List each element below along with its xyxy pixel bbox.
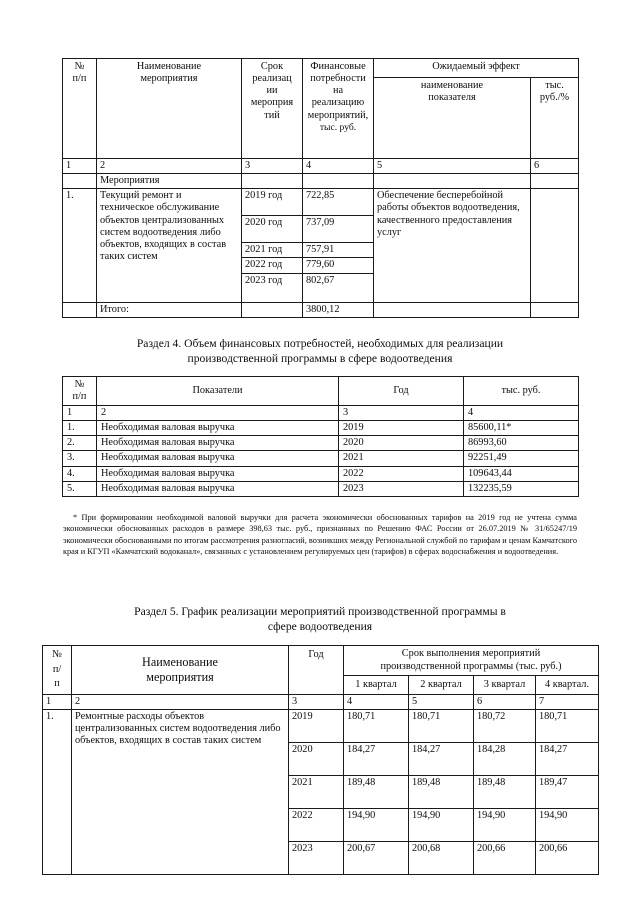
table1-num-5: 5 (374, 159, 531, 174)
table-row (63, 481, 579, 496)
table2-num-4: 4 (464, 406, 579, 421)
measures-financial-needs-table (62, 58, 579, 318)
table1-num-2: 2 (97, 159, 242, 174)
table1-col-effect-unit-line1: тыс. (545, 80, 564, 91)
table1-group-period (242, 174, 303, 189)
table3-col-schedule-group (344, 646, 599, 676)
table1-group-unit (531, 174, 579, 189)
table3-col-name (72, 646, 289, 695)
table3-2023-q1: 200,67 (344, 842, 409, 875)
table1-row-unit (531, 189, 579, 302)
table1-col-name (97, 59, 242, 159)
table2-num-3: 3 (339, 406, 464, 421)
table1-col-effect-group: Ожидаемый эффект (374, 59, 579, 78)
table1-header-row (63, 59, 579, 78)
table2-row-value: 132235,59 (464, 481, 579, 496)
table1-numbering-row (63, 159, 579, 174)
table1-col-no-line1: № (74, 61, 85, 72)
table3-col-name-line2: мероприятия (146, 670, 214, 684)
table1-num-3: 3 (242, 159, 303, 174)
table2-col-indicator: Показатели (97, 377, 339, 406)
table1-num-4: 4 (303, 159, 374, 174)
table1-total-value: 3800,12 (303, 302, 374, 317)
footnote-text: * При формировании необходимой валовой выручки для расчета экономически обоснованных тарифов на 2019 год не учтена сумма экономически обоснованных расходов в размере 398,63 тыс. руб., признанных по Решению ФАС России от 26.07.2019 № 31/65247/19 экономически обоснованными по итогам рассмотрения разногласий, возникших между Региональной службой по тарифам и ценам Камчатского края и КГУП «Камчатский водоканал», связанных с установлением регулируемых цен (тарифов) в сферах водоснабжения и водоотведения. (63, 513, 577, 557)
table1-col-no (63, 59, 97, 159)
table1-amount-2020: 737,09 (303, 216, 374, 243)
table3-2020-q4: 184,27 (536, 743, 599, 776)
table3-2020-q3: 184,28 (474, 743, 536, 776)
table-row (63, 466, 579, 481)
table3-num-3: 3 (289, 695, 344, 710)
table1-col-amount (303, 59, 374, 159)
table2-row-year: 2019 (339, 421, 464, 436)
table3-year-2019: 2019 (289, 710, 344, 743)
table1-col-effect-unit-line2: руб./% (539, 92, 570, 104)
table1-amount-2022: 779,60 (303, 258, 374, 273)
table1-group-effect (374, 174, 531, 189)
table2-col-value: тыс. руб. (464, 377, 579, 406)
table1-col-amount-line6: тыс. руб. (319, 121, 357, 133)
table2-row-indicator: Необходимая валовая выручка (97, 451, 339, 466)
table3-2022-q3: 194,90 (474, 809, 536, 842)
table3-2021-q1: 189,48 (344, 776, 409, 809)
table1-group-no (63, 174, 97, 189)
table3-2021-q2: 189,48 (409, 776, 474, 809)
table3-2023-q4: 200,66 (536, 842, 599, 875)
table1-col-amount-line4: реализацию (311, 97, 365, 109)
table3-col-name-line1: Наименование (142, 654, 218, 669)
table1-col-effect-name (374, 78, 531, 159)
table2-row-no: 3. (63, 451, 97, 466)
table1-group-row (63, 174, 579, 189)
table1-total-row (63, 302, 579, 317)
table2-row-no: 2. (63, 436, 97, 451)
implementation-schedule-table (42, 645, 599, 875)
table-row (63, 451, 579, 466)
table3-col-no-line3: п (54, 678, 60, 690)
table2-row-indicator: Необходимая валовая выручка (97, 466, 339, 481)
table1-row-name: Текущий ремонт и техническое обслуживание объектов централизованных систем водоотведения либо объектов, входящих в состав таких систем (97, 189, 242, 302)
table3-2023-q3: 200,66 (474, 842, 536, 875)
table3-year-2021: 2021 (289, 776, 344, 809)
table3-col-no-line2: п/ (52, 663, 62, 675)
table1-group-amount (303, 174, 374, 189)
table2-row-value: 85600,11* (464, 421, 579, 436)
table2-col-no (63, 377, 97, 406)
table3-numbering-row (43, 695, 599, 710)
table3-2021-q3: 189,48 (474, 776, 536, 809)
table1-period-2022: 2022 год (242, 258, 303, 273)
table3-col-q1: 1 квартал (344, 676, 409, 695)
section-4-heading (70, 336, 570, 367)
table2-col-no-line2: п/п (72, 391, 87, 402)
table2-row-year: 2023 (339, 481, 464, 496)
table1-amount-2021: 757,91 (303, 243, 374, 258)
table2-num-2: 2 (97, 406, 339, 421)
table-row (63, 189, 579, 216)
table1-col-amount-line3: на (332, 85, 344, 97)
table2-header-row (63, 377, 579, 406)
table2-col-year: Год (339, 377, 464, 406)
table2-row-year: 2022 (339, 466, 464, 481)
table1-col-amount-line1: Финансовые (310, 61, 366, 72)
gross-revenue-table (62, 376, 579, 497)
table3-2022-q4: 194,90 (536, 809, 599, 842)
table1-col-period-line1: Срок (260, 61, 284, 72)
table1-col-effect-unit (531, 78, 579, 159)
section-4-heading-line2: производственной программы в сфере водоотведения (187, 352, 453, 366)
table1-num-1: 1 (63, 159, 97, 174)
table3-row-no: 1. (43, 710, 72, 875)
table3-2022-q2: 194,90 (409, 809, 474, 842)
table3-2019-q1: 180,71 (344, 710, 409, 743)
table1-period-2020: 2020 год (242, 216, 303, 243)
section-5-heading-line2: сфере водоотведения (267, 620, 373, 634)
table3-2019-q2: 180,71 (409, 710, 474, 743)
table3-num-7: 7 (536, 695, 599, 710)
table1-period-2023: 2023 год (242, 273, 303, 302)
table1-total-effect (374, 302, 531, 317)
table2-row-year: 2021 (339, 451, 464, 466)
table1-col-amount-line2: потребности (310, 73, 366, 85)
table3-2020-q1: 184,27 (344, 743, 409, 776)
table1-col-period-line4: мероприя (250, 97, 294, 109)
table3-year-2022: 2022 (289, 809, 344, 842)
table1-amount-2019: 722,85 (303, 189, 374, 216)
table2-row-value: 86993,60 (464, 436, 579, 451)
table3-col-year: Год (289, 646, 344, 695)
table2-row-value: 92251,49 (464, 451, 579, 466)
table1-total-label: Итого: (97, 302, 242, 317)
table1-period-2019: 2019 год (242, 189, 303, 216)
table3-year-2020: 2020 (289, 743, 344, 776)
table1-row-no: 1. (63, 189, 97, 302)
table3-schedule-group-line1: Срок выполнения мероприятий (401, 648, 541, 660)
table1-total-unit (531, 302, 579, 317)
table2-row-no: 4. (63, 466, 97, 481)
table2-numbering-row (63, 406, 579, 421)
table1-col-period-line3: ии (266, 85, 278, 97)
table1-col-name-line1: Наименование (136, 61, 202, 72)
table3-col-q2: 2 квартал (409, 676, 474, 695)
table3-num-2: 2 (72, 695, 289, 710)
table1-num-6: 6 (531, 159, 579, 174)
table3-col-no-line1: № (52, 648, 62, 660)
table1-col-no-line2: п/п (72, 73, 87, 85)
table2-num-1: 1 (63, 406, 97, 421)
table3-schedule-group-line2: производственной программы (тыс. руб.) (380, 660, 562, 672)
table3-2021-q4: 189,47 (536, 776, 599, 809)
table3-year-2023: 2023 (289, 842, 344, 875)
table3-2022-q1: 194,90 (344, 809, 409, 842)
table3-2020-q2: 184,27 (409, 743, 474, 776)
section-5-heading (60, 604, 580, 635)
table1-total-period (242, 302, 303, 317)
table2-row-year: 2020 (339, 436, 464, 451)
table3-header-row (43, 646, 599, 676)
table1-col-effect-name-line1: наименование (420, 80, 484, 91)
table3-col-q3: 3 квартал (474, 676, 536, 695)
table3-num-4: 4 (344, 695, 409, 710)
table-row (63, 436, 579, 451)
table2-row-indicator: Необходимая валовая выручка (97, 481, 339, 496)
table3-row-name: Ремонтные расходы объектов централизованных систем водоотведения либо объектов, входящих в состав таких систем (72, 710, 289, 875)
table1-period-2021: 2021 год (242, 243, 303, 258)
table1-col-amount-line5: мероприятий, (307, 109, 369, 121)
table3-col-q4: 4 квартал. (536, 676, 599, 695)
table3-2023-q2: 200,68 (409, 842, 474, 875)
table1-col-period (242, 59, 303, 159)
table1-row-effect: Обеспечение бесперебойной работы объектов водоотведения, качественного предоставления услуг (374, 189, 531, 302)
table1-col-period-line5: тий (264, 109, 280, 121)
section-5-heading-line1: Раздел 5. График реализации мероприятий производственной программы в (134, 605, 506, 618)
table2-row-no: 1. (63, 421, 97, 436)
table3-num-6: 6 (474, 695, 536, 710)
table3-2019-q3: 180,72 (474, 710, 536, 743)
table1-col-effect-name-line2: показателя (428, 92, 476, 104)
table-row (43, 710, 599, 743)
table3-num-1: 1 (43, 695, 72, 710)
table3-num-5: 5 (409, 695, 474, 710)
table1-col-name-line2: мероприятия (140, 73, 198, 85)
table2-row-value: 109643,44 (464, 466, 579, 481)
table2-row-indicator: Необходимая валовая выручка (97, 421, 339, 436)
table2-col-no-line1: № (74, 378, 85, 390)
table1-total-no (63, 302, 97, 317)
table1-group-label: Мероприятия (97, 174, 242, 189)
section-4-heading-line1: Раздел 4. Объем финансовых потребностей, необходимых для реализации (136, 337, 504, 350)
table1-amount-2023: 802,67 (303, 273, 374, 302)
table2-row-indicator: Необходимая валовая выручка (97, 436, 339, 451)
table1-col-period-line2: реализац (252, 73, 292, 85)
table3-2019-q4: 180,71 (536, 710, 599, 743)
table2-row-no: 5. (63, 481, 97, 496)
table-row (63, 421, 579, 436)
table3-col-no (43, 646, 72, 695)
